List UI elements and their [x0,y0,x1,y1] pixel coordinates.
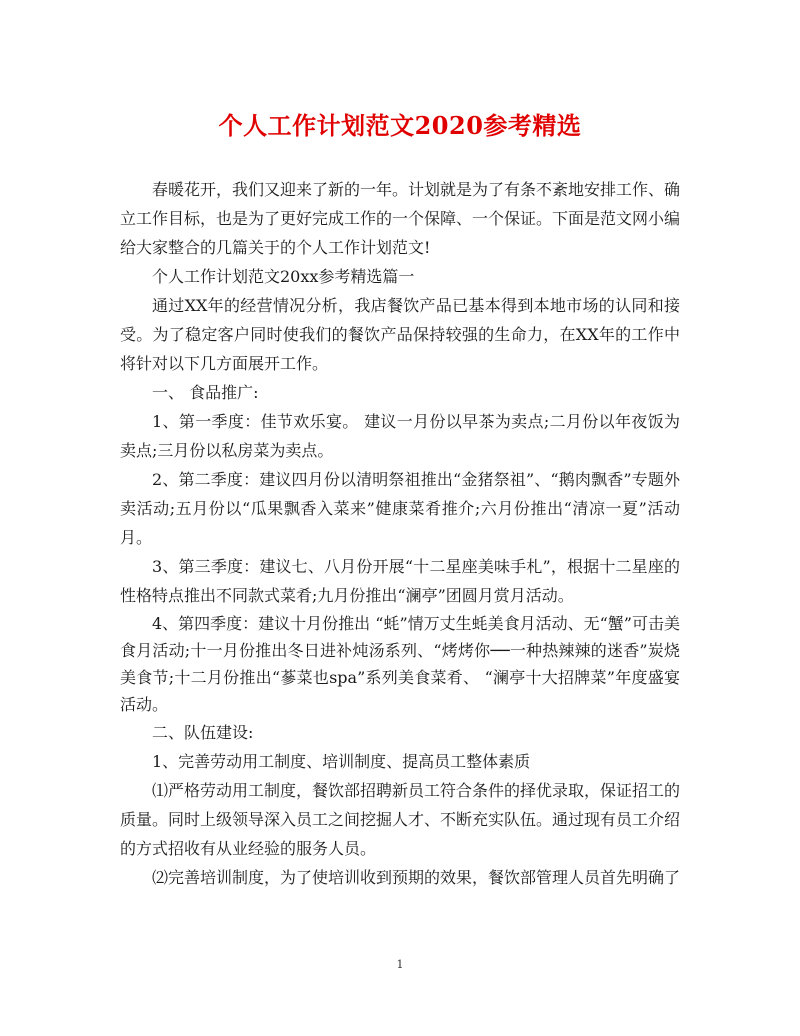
labor-training-heading: 1、完善劳动用工制度、培训制度、提高员工整体素质 [152,752,531,771]
quarter-four-paragraph: 4、第四季度：建议十月份推出 “蚝”情万丈生蚝美食月活动、无“蟹”可击美食月活动;十一月份推出冬日进补炖汤系列、“烤烤你──一种热辣辣的迷香”炭烧美食节;十二月份推出“蔘菜也spa”系列美食菜肴、 “澜亭十大招牌菜”年度盛宴活动。 [120,614,680,714]
quarter-two-paragraph: 2、第二季度：建议四月份以清明祭祖推出“金猪祭祖”、“鹅肉飘香”专题外卖活动;五月份以“瓜果飘香入菜来”健康菜肴推介;六月份推出“清凉一夏”活动月。 [120,470,680,547]
intro-paragraph: 春暖花开，我们又迎来了新的一年。计划就是为了有条不紊地安排工作、确立工作目标，也是为了更好完成工作的一个保障、一个保证。下面是范文网小编给大家整合的几篇关于的个人工作计划范文! [120,180,681,257]
training-system-paragraph: ⑵完善培训制度，为了使培训收到预期的效果，餐饮部管理人员首先明确了 [152,868,681,887]
business-analysis-paragraph: 通过XX年的经营情况分析，我店餐饮产品已基本得到本地市场的认同和接受。为了稳定客户同时使我们的餐饮产品保持较强的生命力，在XX年的工作中将针对以下几方面展开工作。 [120,296,680,373]
labor-system-paragraph: ⑴严格劳动用工制度，餐饮部招聘新员工符合条件的择优录取，保证招工的质量。同时上级领导深入员工之间挖掘人才、不断充实队伍。通过现有员工介绍的方式招收有从业经验的服务人员。 [120,781,681,858]
quarter-three-paragraph: 3、第三季度：建议七、八月份开展“十二星座美味手札”，根据十二星座的性格特点推出不同款式菜肴;九月份推出“澜亭”团圆月赏月活动。 [120,557,680,605]
document-title: 个人工作计划范文2020参考精选 [218,111,582,140]
page-number: 1 [396,958,404,971]
team-building-heading: 二、队伍建设: [152,723,254,742]
quarter-one-paragraph: 1、第一季度：佳节欢乐宴。 建议一月份以早茶为卖点;二月份以年夜饭为卖点;三月份以私房菜为卖点。 [120,412,680,460]
food-promotion-heading: 一、 食品推广: [152,383,259,402]
document-body [120,175,680,892]
section-heading-part-one: 个人工作计划范文20xx参考精选篇一 [152,267,415,286]
